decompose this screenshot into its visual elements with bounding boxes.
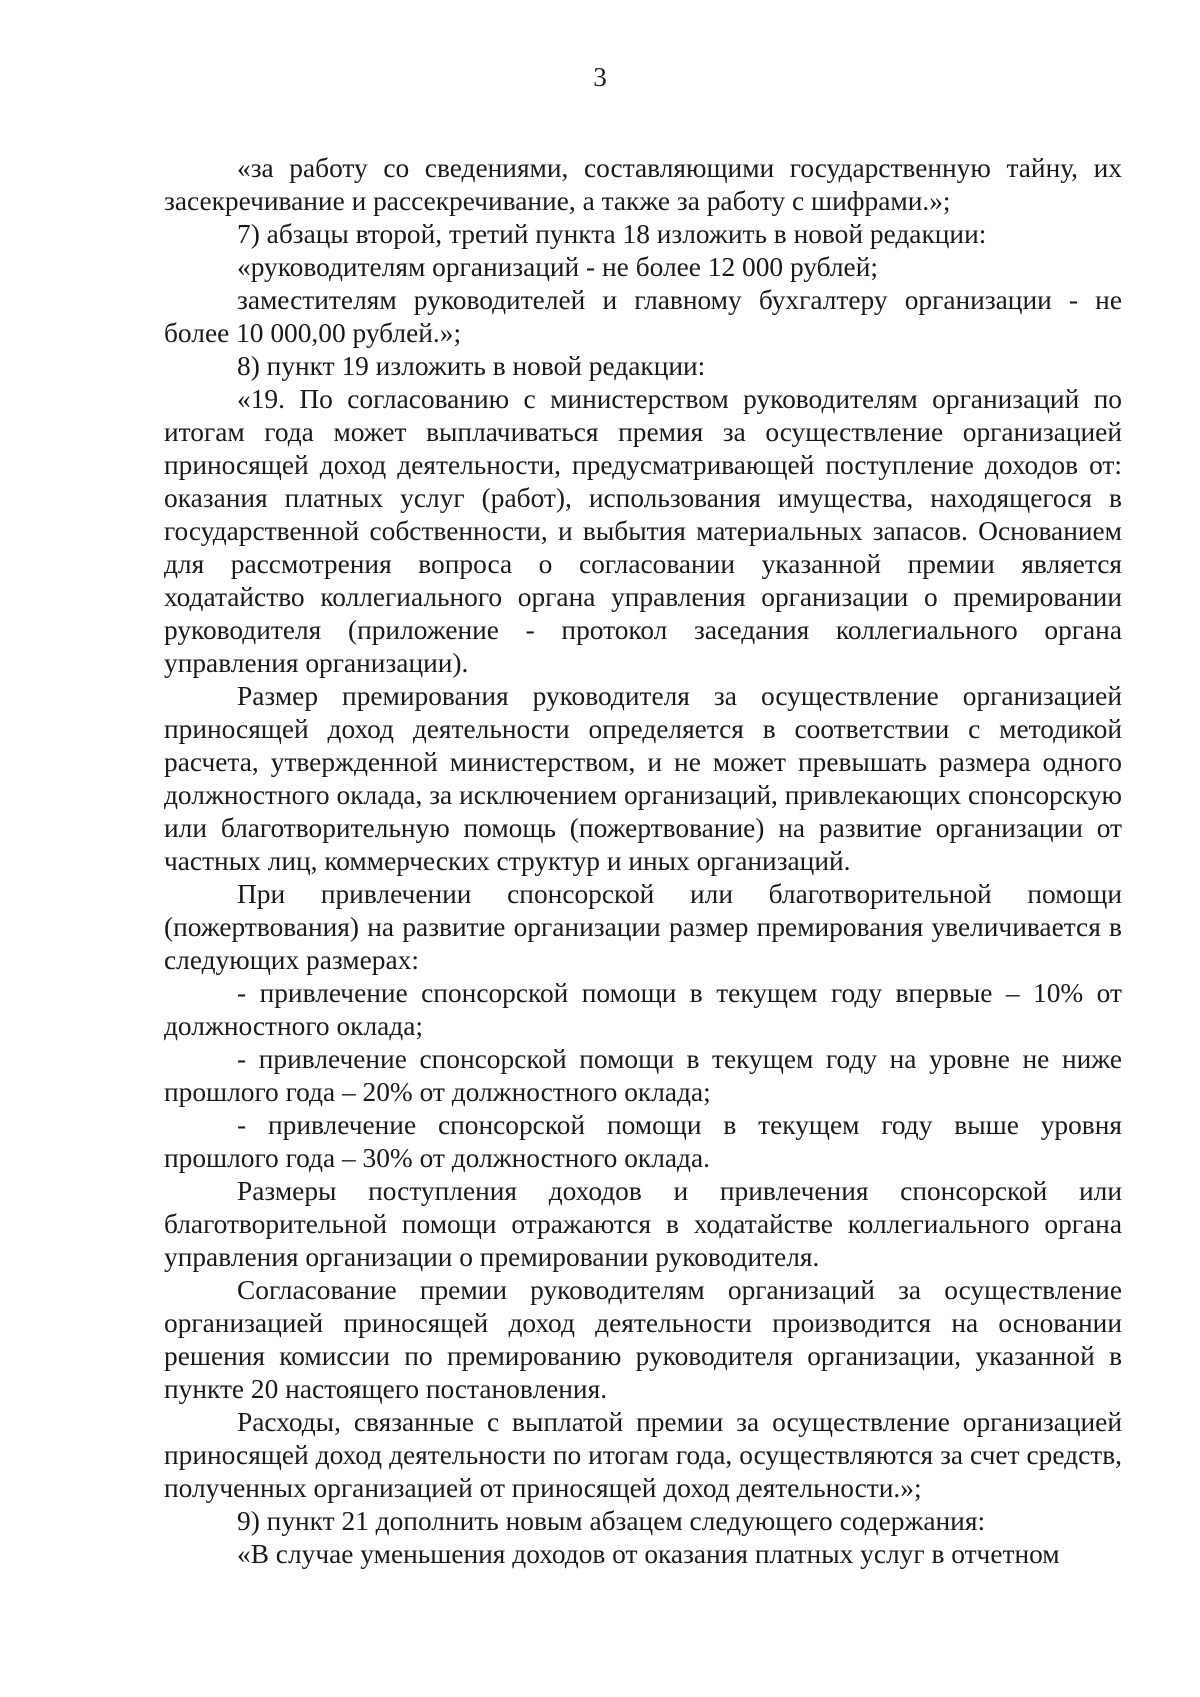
paragraph-6: «19. По согласованию с министерством руководителям организаций по итогам года может выплачиваться премия за осуществление организацией приносящей доход деятельности, предусматривающей поступление доходов от: оказания платных услуг (работ), использования имущества, находящегося в государственной собственности, и выбытия материальных запасов. Основанием для рассмотрения вопроса о согласовании указанной премии является ходатайство коллегиального органа управления организации о премировании руководителя (приложение - протокол заседания коллегиального органа управления организации). [164, 384, 1122, 678]
paragraph-8: При привлечении спонсорской или благотворительной помощи (пожертвования) на развитие организации размер премирования увеличивается в следующих размерах: [164, 879, 1122, 975]
paragraph-1: «за работу со сведениями, составляющими государственную тайну, их засекречивание и рассекречивание, а также за работу с шифрами.»; [164, 153, 1122, 216]
paragraph-5: 8) пункт 19 изложить в новой редакции: [237, 351, 706, 381]
paragraph-2: 7) абзацы второй, третий пункта 18 изложить в новой редакции: [237, 219, 987, 249]
paragraph-3: «руководителям организаций - не более 12 000 рублей; [237, 252, 878, 282]
paragraph-9: - привлечение спонсорской помощи в текущем году впервые – 10% от должностного оклада; [164, 978, 1122, 1041]
paragraph-13: Согласование премии руководителям организаций за осуществление организацией приносящей доход деятельности производится на основании решения комиссии по премированию руководителя организации, указанной в пункте 20 настоящего постановления. [164, 1275, 1122, 1404]
paragraph-15: 9) пункт 21 дополнить новым абзацем следующего содержания: [237, 1506, 986, 1536]
paragraph-10: - привлечение спонсорской помощи в текущем году на уровне не ниже прошлого года – 20% от должностного оклада; [164, 1044, 1122, 1107]
paragraph-14: Расходы, связанные с выплатой премии за осуществление организацией приносящей доход деятельности по итогам года, осуществляются за счет средств, полученных организацией от приносящей доход деятельности.»; [164, 1407, 1122, 1503]
page-number: 3 [593, 62, 607, 92]
paragraph-11: - привлечение спонсорской помощи в текущем году выше уровня прошлого года – 30% от должностного оклада. [164, 1110, 1122, 1173]
paragraph-12: Размеры поступления доходов и привлечения спонсорской или благотворительной помощи отражаются в ходатайстве коллегиального органа управления организации о премировании руководителя. [164, 1176, 1122, 1272]
paragraph-7: Размер премирования руководителя за осуществление организацией приносящей доход деятельности определяется в соответствии с методикой расчета, утвержденной министерством, и не может превышать размера одного должностного оклада, за исключением организаций, привлекающих спонсорскую или благотворительную помощь (пожертвование) на развитие организации от частных лиц, коммерческих структур и иных организаций. [164, 681, 1122, 876]
document-body [164, 152, 1122, 1571]
paragraph-4: заместителям руководителей и главному бухгалтеру организации - не более 10 000,00 рублей.»; [164, 285, 1122, 348]
paragraph-16: «В случае уменьшения доходов от оказания платных услуг в отчетном [237, 1539, 1060, 1569]
